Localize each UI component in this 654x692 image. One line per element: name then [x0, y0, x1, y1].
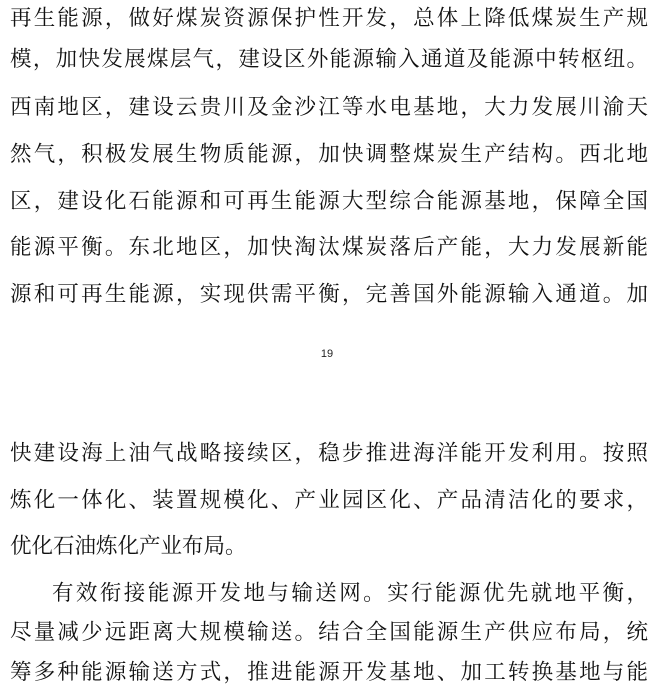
text-line-2: 模，加快发展煤层气，建设区外能源输入通道及能源中转枢纽。	[10, 47, 648, 72]
text-line-8: 快建设海上油气战略接续区，稳步推进海洋能开发利用。按照	[10, 441, 648, 466]
text-line-1: 再生能源，做好煤炭资源保护性开发，总体上降低煤炭生产规	[10, 6, 648, 31]
text-line-6: 能源平衡。东北地区，加快淘汰煤炭落后产能，大力发展新能	[10, 235, 648, 260]
page-number: 19	[320, 348, 334, 360]
text-line-12: 尽量减少远距离大规模输送。结合全国能源生产供应布局，统	[10, 620, 648, 645]
text-line-3: 西南地区，建设云贵川及金沙江等水电基地，大力发展川渝天	[10, 95, 648, 120]
text-line-4: 然气，积极发展生物质能源，加快调整煤炭生产结构。西北地	[10, 142, 648, 167]
text-line-7: 源和可再生能源，实现供需平衡，完善国外能源输入通道。加	[10, 282, 648, 307]
text-line-13: 筹多种能源输送方式，推进能源开发基地、加工转换基地与能	[10, 660, 648, 685]
text-line-5: 区，建设化石能源和可再生能源大型综合能源基地，保障全国	[10, 189, 648, 214]
text-line-9: 炼化一体化、装置规模化、产业园区化、产品清洁化的要求，	[10, 488, 648, 513]
text-line-11: 有效衔接能源开发地与输送网。实行能源优先就地平衡，	[52, 581, 648, 606]
text-line-10: 优化石油炼化产业布局。	[10, 534, 247, 559]
